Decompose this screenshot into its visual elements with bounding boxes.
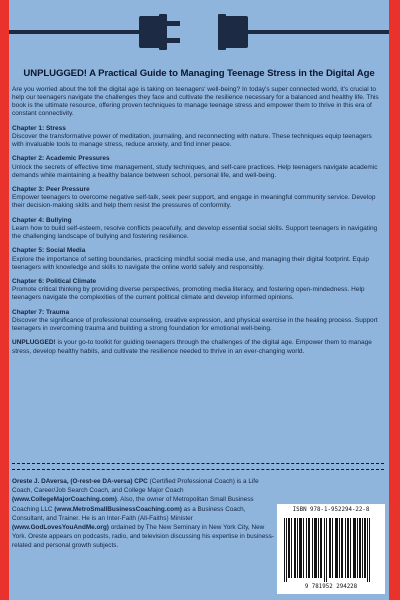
description [12,86,384,362]
chapter-text: Empower teenagers to overcome negative self-talk, seek peer support, and engage in meaningful community service. Develop their decision-making skills and help them resist the pressures of conformity. [12,194,376,210]
book-title: UNPLUGGED! A Practical Guide to Managing Teenage Stress in the Digital Age [23,68,375,79]
chapter-title: Chapter 6: Political Climate [12,278,97,286]
chapter-3 [12,186,384,210]
barcode-digits: 9 781952 294228 [304,584,358,590]
chapter-title: Chapter 5: Social Media [12,247,86,255]
author-bio [12,477,277,551]
chapter-text: Explore the importance of setting boundaries, practicing mindful social media use, and managing their digital footprint. Equip teenagers with knowledge and skills to navigate the online world safely and responsibly. [12,255,369,271]
isbn-label: ISBN 978-1-952294-22-8 [292,507,370,513]
chapter-4 [12,217,384,241]
chapter-7 [12,309,384,333]
unplugged-cord-icon [9,4,389,60]
author-bio-text: as a Business Coach, Consultant, and Trainer. He is an Inter-Faith (All-Faiths) Minister [12,505,246,522]
chapter-title: Chapter 1: Stress [12,124,66,132]
website-link: (www.CollegeMajorCoaching.com) [12,496,117,504]
back-cover [9,0,389,600]
author-bio-text: (Certified Professional Coach) is a Life Coach, Career/Job Search Coach, and College Major Coach [12,478,259,495]
section-divider [12,463,384,470]
author-bio-text: . Also, the owner of Metropolitan Small Business Coaching LLC [12,496,254,513]
closing-paragraph [12,339,384,355]
closing-text: is your go-to toolkit for guiding teenagers through the challenges of the digital age. Empower them to manage stress, develop healthy habits, and cultivate the resilience needed to thrive in an ever-changing world. [12,339,372,355]
author-name: Oreste J. DAversa, (O-rest-ee DA-versa) CPC [12,478,148,485]
chapter-title: Chapter 3: Peer Pressure [12,186,90,194]
chapter-2 [12,155,384,179]
chapter-text: Promote critical thinking by providing diverse perspectives, promoting media literacy, and fostering open-mindedness. Help teenagers navigate the complexities of the current political climate and develop informed opinions. [12,286,365,302]
barcode-box [277,504,385,594]
chapter-1 [12,125,384,149]
chapter-title: Chapter 4: Bullying [12,216,72,224]
chapter-text: Discover the transformative power of meditation, journaling, and reconnecting with nature. These techniques equip teenagers with invaluable tools to manage stress, reduce anxiety, and find inner peace. [12,132,372,148]
author-bio-text: ordained by The New Seminary in New York City, New York. Oreste appears on podcasts, radio, and television discussing his expertise in business-related and personal growth subjects. [12,524,274,550]
website-link: (www.GodLovesYouAndMe.org) [12,524,109,532]
chapter-5 [12,247,384,271]
barcode-icon [282,518,380,582]
chapter-title: Chapter 7: Trauma [12,308,70,316]
closing-lead: UNPLUGGED! [12,339,56,347]
chapter-text: Unlock the secrets of effective time management, study techniques, and self-care practices. Help teenagers navigate academic demands while maintaining a healthy balance between school, personal life, and well-being. [12,163,378,179]
chapter-6 [12,278,384,302]
chapter-title: Chapter 2: Academic Pressures [12,155,110,163]
website-link: (www.MetroSmallBusinessCoaching.com) [54,505,182,513]
intro-paragraph: Are you worried about the toll the digital age is taking on teenagers' well-being? In today's super connected world, it's crucial to help our teenagers navigate the challenges they face and cultivate the resilience necessary for a balanced and healthy life. This book is the ultimate resource, offering proven techniques to manage teenage stress and empower them to thrive in this era of constant connectivity. [12,86,379,118]
chapter-text: Learn how to build self-esteem, resolve conflicts peacefully, and develop essential social skills. Support teenagers in navigating the challenging landscape of bullying and fostering resilience. [12,224,378,240]
chapter-text: Discover the significance of professional counseling, creative expression, and physical exercise in the healing process. Support teenagers in overcoming trauma and building a strong foundation for emotional well-being. [12,316,378,332]
